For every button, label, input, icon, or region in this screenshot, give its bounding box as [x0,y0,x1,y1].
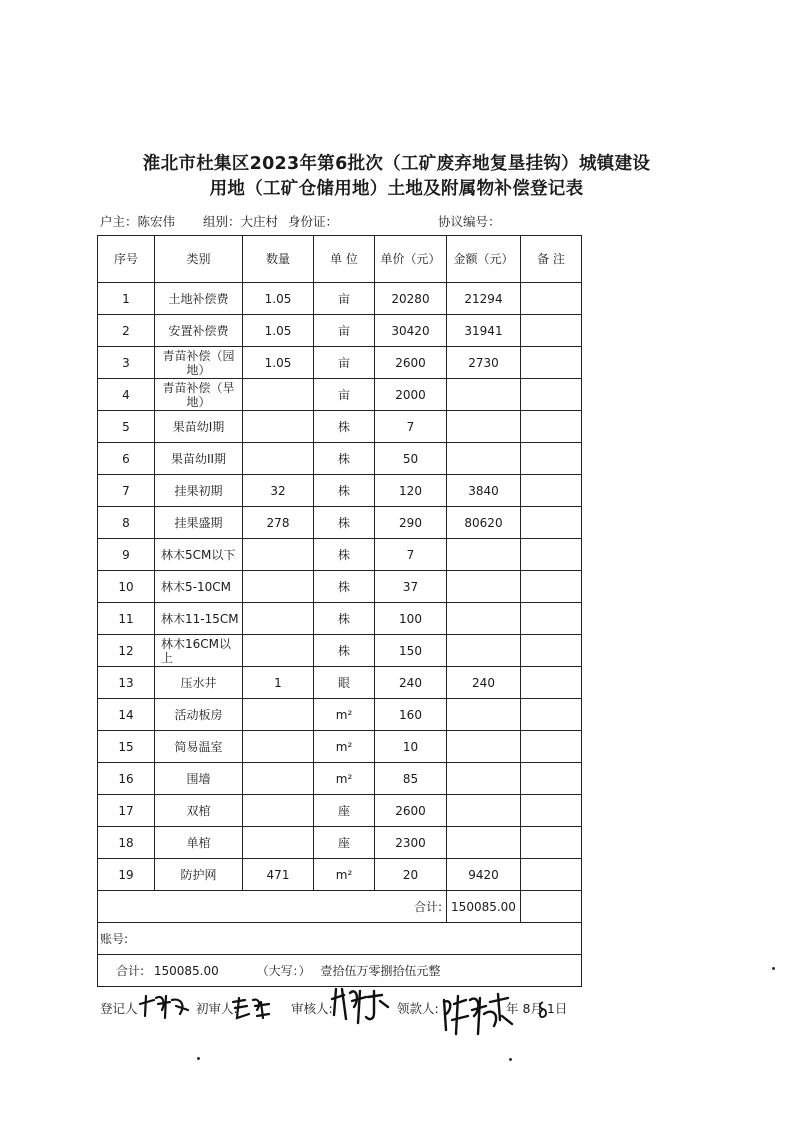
table-row [98,603,582,635]
scan-speck [772,967,775,970]
row-price: 240 [375,667,447,699]
row-note [521,411,582,443]
row-note [521,827,582,859]
row-note [521,699,582,731]
row-no: 4 [98,379,155,411]
row-no: 16 [98,763,155,795]
table-row [98,315,582,347]
row-category: 压水井 [155,667,243,699]
table-row [98,347,582,379]
account-row [98,923,582,955]
row-price: 30420 [375,315,447,347]
row-category: 单棺 [155,827,243,859]
first-reviewer-label: 初审人: [196,1001,238,1016]
row-quantity [243,571,314,603]
row-category: 果苗幼I期 [155,411,243,443]
table-row [98,795,582,827]
table-row [98,475,582,507]
row-note [521,603,582,635]
table-row [98,635,582,667]
row-quantity: 1.05 [243,283,314,315]
table-row [98,283,582,315]
row-category: 安置补偿费 [155,315,243,347]
row-amount [447,763,521,795]
row-note [521,763,582,795]
row-quantity: 1.05 [243,347,314,379]
row-amount: 3840 [447,475,521,507]
row-quantity [243,603,314,635]
row-price: 2000 [375,379,447,411]
subtotal-label: 合计: [98,891,447,923]
recipient-signature [440,990,516,1042]
row-unit: 株 [314,571,375,603]
row-unit: 株 [314,507,375,539]
row-category: 青苗补偿（旱地） [155,379,243,411]
row-amount [447,827,521,859]
row-quantity: 471 [243,859,314,891]
agreement-number-label: 协议编号： [438,214,501,229]
row-price: 2600 [375,347,447,379]
row-note [521,635,582,667]
row-unit: 眼 [314,667,375,699]
row-no: 1 [98,283,155,315]
row-amount [447,731,521,763]
row-no: 3 [98,347,155,379]
row-quantity [243,443,314,475]
row-no: 8 [98,507,155,539]
row-amount [447,635,521,667]
row-note [521,795,582,827]
grand-total-cell [98,955,582,987]
title-line-1: 淮北市杜集区2023年第6批次（工矿废弃地复垦挂钩）城镇建设 [142,154,651,174]
table-row [98,571,582,603]
table-row [98,379,582,411]
header-no: 序号 [98,236,155,283]
row-note [521,283,582,315]
table-row [98,443,582,475]
scan-speck [197,1057,200,1060]
row-price: 2600 [375,795,447,827]
row-price: 20 [375,859,447,891]
row-quantity [243,635,314,667]
row-no: 2 [98,315,155,347]
capital-amount-label: （大写：） [256,963,311,978]
grand-total-label: 合计: [116,963,145,978]
row-no: 9 [98,539,155,571]
row-no: 10 [98,571,155,603]
account-label: 账号: [98,923,582,955]
row-quantity [243,827,314,859]
row-category: 林木5CM以下 [155,539,243,571]
row-quantity: 1 [243,667,314,699]
row-price: 50 [375,443,447,475]
row-no: 19 [98,859,155,891]
row-category: 防护网 [155,859,243,891]
row-category: 青苗补偿（园地） [155,347,243,379]
table-row [98,411,582,443]
row-quantity [243,539,314,571]
row-note [521,475,582,507]
row-price: 2300 [375,827,447,859]
registrar-label: 登记人 [100,1001,138,1016]
row-note [521,507,582,539]
row-amount [447,699,521,731]
row-amount [447,443,521,475]
row-note [521,347,582,379]
row-note [521,443,582,475]
id-number-label: 身份证： [288,214,339,229]
header-amount: 金额（元） [447,236,521,283]
scan-speck [509,1058,512,1061]
table-row [98,731,582,763]
row-amount: 9420 [447,859,521,891]
row-price: 20280 [375,283,447,315]
row-unit: m² [314,763,375,795]
row-amount: 2730 [447,347,521,379]
row-category: 活动板房 [155,699,243,731]
row-no: 15 [98,731,155,763]
header-unit-price: 单价（元） [375,236,447,283]
row-price: 10 [375,731,447,763]
row-unit: 亩 [314,283,375,315]
row-unit: 座 [314,795,375,827]
recipient-label: 领款人: [397,1001,439,1016]
table-row [98,827,582,859]
row-price: 160 [375,699,447,731]
date-text: 年 8月 1日 [506,1001,568,1016]
row-amount: 80620 [447,507,521,539]
row-price: 37 [375,571,447,603]
row-price: 7 [375,411,447,443]
row-no: 11 [98,603,155,635]
header-unit: 单 位 [314,236,375,283]
subtotal-value: 150085.00 [447,891,521,923]
household-name: 户主：陈宏伟 [100,214,176,229]
row-quantity [243,699,314,731]
row-note [521,379,582,411]
row-price: 100 [375,603,447,635]
row-no: 6 [98,443,155,475]
grand-total-row [98,955,582,987]
row-amount [447,411,521,443]
compensation-table [97,235,582,987]
row-amount [447,571,521,603]
row-unit: 株 [314,603,375,635]
table-row [98,859,582,891]
header-quantity: 数量 [243,236,314,283]
row-amount [447,539,521,571]
row-note [521,731,582,763]
row-unit: m² [314,859,375,891]
row-unit: 株 [314,443,375,475]
row-amount: 21294 [447,283,521,315]
row-category: 挂果盛期 [155,507,243,539]
row-price: 7 [375,539,447,571]
row-category: 简易温室 [155,731,243,763]
table-row [98,667,582,699]
row-quantity [243,731,314,763]
table-row [98,699,582,731]
row-unit: 株 [314,635,375,667]
table-header-row [98,236,582,283]
row-amount: 240 [447,667,521,699]
row-unit: 座 [314,827,375,859]
row-category: 林木5-10CM [155,571,243,603]
row-amount [447,379,521,411]
row-price: 85 [375,763,447,795]
row-no: 17 [98,795,155,827]
reviewer-label: 审核人: [291,1001,333,1016]
row-category: 挂果初期 [155,475,243,507]
row-note [521,539,582,571]
row-quantity: 278 [243,507,314,539]
row-category: 林木11-15CM [155,603,243,635]
row-no: 13 [98,667,155,699]
row-category: 双棺 [155,795,243,827]
header-category: 类别 [155,236,243,283]
row-quantity [243,379,314,411]
row-unit: m² [314,731,375,763]
row-note [521,315,582,347]
row-category: 围墙 [155,763,243,795]
row-category: 果苗幼II期 [155,443,243,475]
row-unit: 株 [314,411,375,443]
row-quantity [243,411,314,443]
row-amount [447,795,521,827]
header-note: 备 注 [521,236,582,283]
capital-amount-value: 壹拾伍万零捌拾伍元整 [320,963,441,978]
row-no: 5 [98,411,155,443]
row-no: 7 [98,475,155,507]
row-unit: m² [314,699,375,731]
row-quantity [243,763,314,795]
registrar-signature [136,990,192,1022]
row-no: 12 [98,635,155,667]
row-note [521,571,582,603]
subtotal-row [98,891,582,923]
row-no: 18 [98,827,155,859]
row-quantity [243,795,314,827]
title-line-2: 用地（工矿仓储用地）土地及附属物补偿登记表 [209,179,584,199]
row-unit: 株 [314,475,375,507]
table-row [98,763,582,795]
date-month-handwriting [537,998,549,1020]
row-unit: 株 [314,539,375,571]
row-price: 150 [375,635,447,667]
document-title [60,152,733,202]
subtotal-note [521,891,582,923]
table-row [98,539,582,571]
row-category: 林木16CM以上 [155,635,243,667]
group-name: 组别：大庄村 [203,214,279,229]
row-price: 290 [375,507,447,539]
row-amount: 31941 [447,315,521,347]
row-unit: 亩 [314,347,375,379]
table-row [98,507,582,539]
row-no: 14 [98,699,155,731]
reviewer-signature [330,985,394,1027]
row-price: 120 [375,475,447,507]
row-quantity: 1.05 [243,315,314,347]
row-category: 土地补偿费 [155,283,243,315]
row-quantity: 32 [243,475,314,507]
row-amount [447,603,521,635]
row-note [521,667,582,699]
row-unit: 亩 [314,379,375,411]
grand-total-value: 150085.00 [153,963,219,978]
first-reviewer-signature [229,994,273,1022]
row-note [521,859,582,891]
row-unit: 亩 [314,315,375,347]
